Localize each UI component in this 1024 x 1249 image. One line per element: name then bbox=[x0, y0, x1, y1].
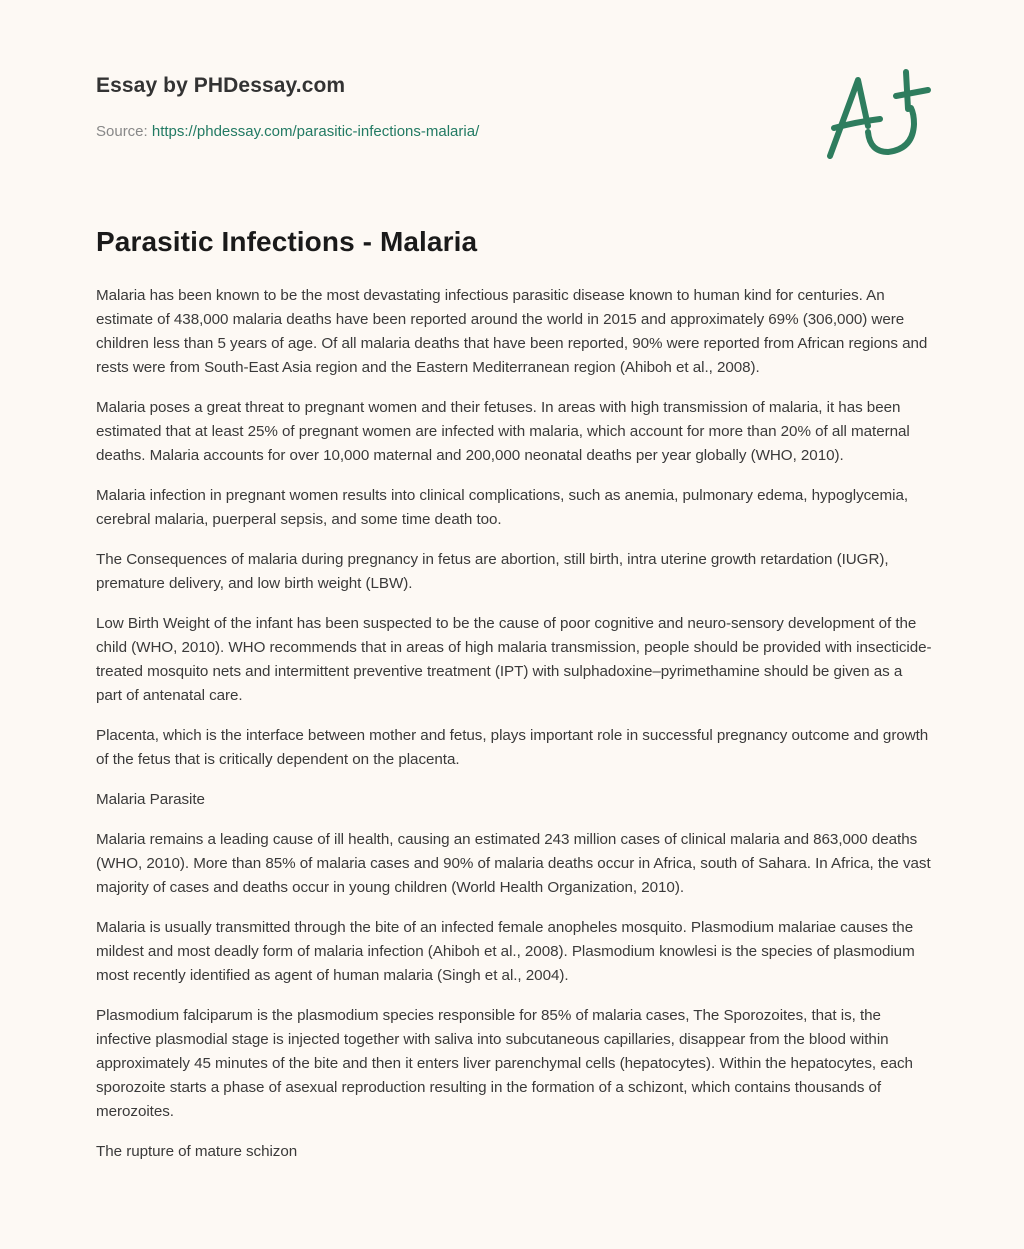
article-paragraph: Malaria infection in pregnant women results into clinical complications, such as anemia, pulmonary edema, hypoglycemia, cerebral malaria, puerperal sepsis, and some time death too. bbox=[96, 487, 909, 528]
a-plus-grade-icon bbox=[818, 64, 938, 169]
article-paragraph: Malaria is usually transmitted through the bite of an infected female anopheles mosquito. Plasmodium malariae causes the mildest and most deadly form of malaria infection (Ahiboh et al., 2008). Plasmodium knowlesi is the species of plasmodium most recently identified as agent of human malaria (Singh et al., 2004). bbox=[96, 919, 915, 984]
article-paragraph: Placenta, which is the interface between mother and fetus, plays important role in successful pregnancy outcome and growth of the fetus that is critically dependent on the placenta. bbox=[96, 727, 929, 768]
page-title: Parasitic Infections - Malaria bbox=[96, 226, 478, 257]
article-paragraph: The Consequences of malaria during pregnancy in fetus are abortion, still birth, intra uterine growth retardation (IUGR), premature delivery, and low birth weight (LBW). bbox=[96, 551, 889, 592]
article-paragraph: Malaria remains a leading cause of ill health, causing an estimated 243 million cases of clinical malaria and 863,000 deaths (WHO, 2010). More than 85% of malaria cases and 90% of malaria deaths occur in Africa, south of Sahara. In Africa, the vast majority of cases and deaths occur in young children (World Health Organization, 2010). bbox=[96, 831, 931, 896]
article-paragraph: Plasmodium falciparum is the plasmodium species responsible for 85% of malaria cases, The Sporozoites, that is, the infective plasmodial stage is injected together with saliva into subcutaneous capillaries, disappear from the blood within approximately 45 minutes of the bite and then it enters liver parenchymal cells (hepatocytes). Within the hepatocytes, each sporozoite starts a phase of asexual reproduction resulting in the formation of a schizont, which contains thousands of merozoites. bbox=[96, 1007, 913, 1120]
source-label: Source: bbox=[96, 123, 148, 140]
article-paragraph: Malaria has been known to be the most devastating infectious parasitic disease known to human kind for centuries. An estimate of 438,000 malaria deaths have been reported around the world in 2015 and approximately 69% (306,000) were children less than 5 years of age. Of all malaria deaths that have been reported, 90% were reported from African regions and rests were from South-East Asia region and the Eastern Mediterranean region (Ahiboh et al., 2008). bbox=[96, 287, 928, 376]
article-paragraph: Low Birth Weight of the infant has been suspected to be the cause of poor cognitive and neuro-sensory development of the child (WHO, 2010). WHO recommends that in areas of high malaria transmission, people should be provided with insecticide-treated mosquito nets and intermittent preventive treatment (IPT) with sulphadoxine–pyrimethamine should be given as a part of antenatal care. bbox=[96, 615, 932, 704]
section-heading: Malaria Parasite bbox=[96, 791, 205, 808]
article-paragraph: Malaria poses a great threat to pregnant women and their fetuses. In areas with high transmission of malaria, it has been estimated that at least 25% of pregnant women are infected with malaria, which account for more than 20% of all maternal deaths. Malaria accounts for over 10,000 maternal and 200,000 neonatal deaths per year globally (WHO, 2010). bbox=[96, 399, 910, 464]
page-header bbox=[96, 74, 796, 140]
source-link[interactable]: https://phdessay.com/parasitic-infections-malaria/ bbox=[151, 123, 480, 140]
article bbox=[96, 226, 932, 1180]
article-paragraph-truncated: The rupture of mature schizon bbox=[96, 1143, 298, 1160]
site-title: Essay by PHDessay.com bbox=[96, 74, 346, 97]
source-line bbox=[96, 123, 796, 140]
